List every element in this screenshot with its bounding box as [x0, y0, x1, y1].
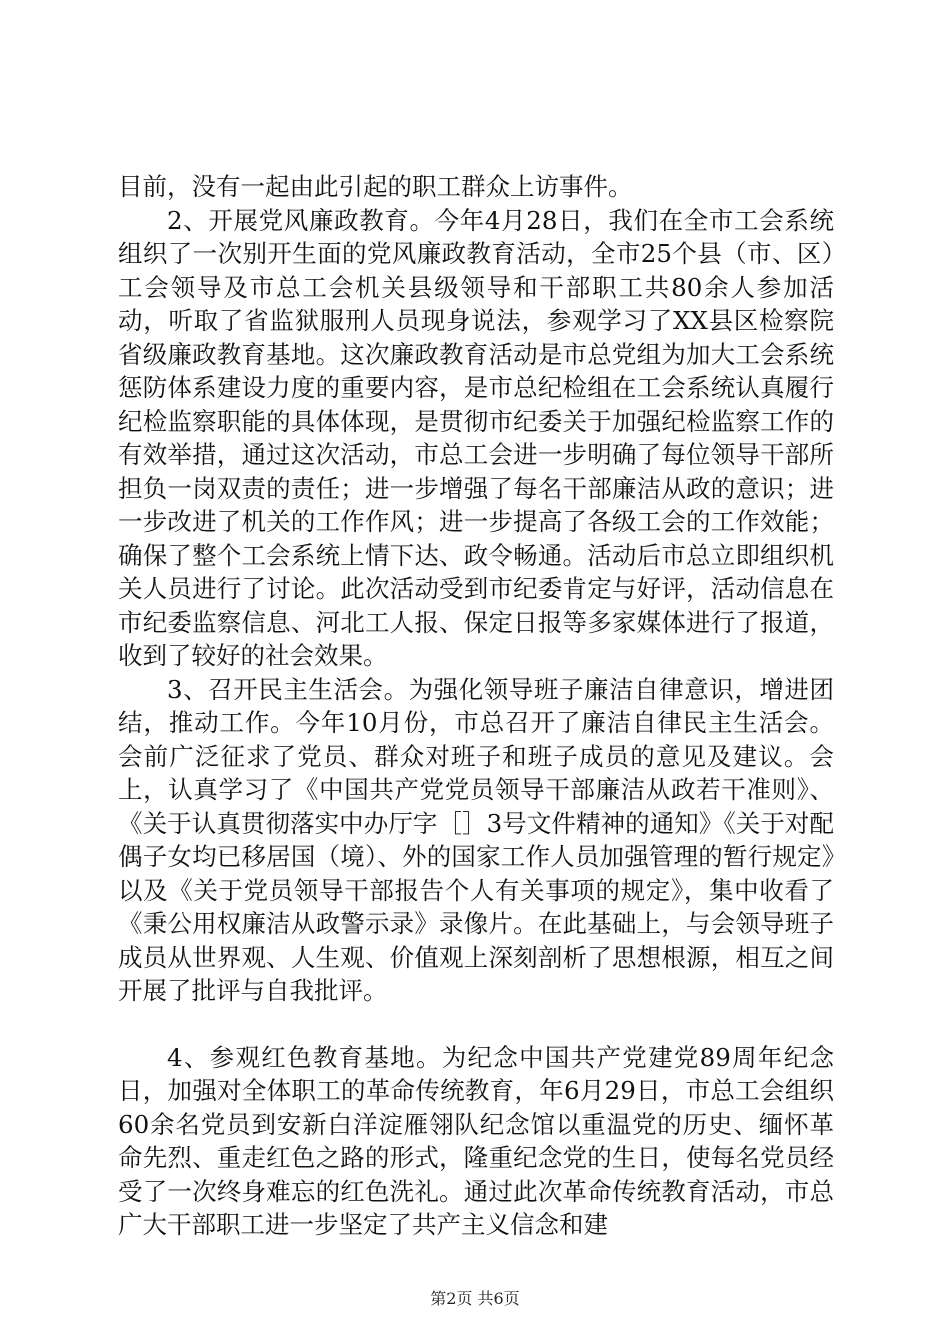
paragraph-item-4: 4、参观红色教育基地。为纪念中国共产党建党89周年纪念日，加强对全体职工的革命传统教育，年6月29日，市总工会组织60余名党员到安新白洋淀雁翎队纪念馆以重温党的历史、缅怀革命先烈、重走红色之路的形式，隆重纪念党的生日，使每名党员经受了一次终身难忘的红色洗礼。通过此次革命传统教育活动，市总广大干部职工进一步坚定了共产主义信念和建: [118, 1042, 834, 1239]
paragraph-item-2: 2、开展党风廉政教育。今年4月28日，我们在全市工会系统组织了一次别开生面的党风廉政教育活动，全市25个县（市、区）工会领导及市总工会机关县级领导和干部职工共80余人参加活动，听取了省监狱服刑人员现身说法，参观学习了XX县区检察院省级廉政教育基地。这次廉政教育活动是市总党组为加大工会系统惩防体系建设力度的重要内容，是市总纪检组在工会系统认真履行纪检监察职能的具体体现，是贯彻市纪委关于加强纪检监察工作的有效举措，通过这次活动，市总工会进一步明确了每位领导干部所担负一岗双责的责任；进一步增强了每名干部廉洁从政的意识；进一步改进了机关的工作作风；进一步提高了各级工会的工作效能；确保了整个工会系统上情下达、政令畅通。活动后市总立即组织机关人员进行了讨论。此次活动受到市纪委肯定与好评，活动信息在市纪委监察信息、河北工人报、保定日报等多家媒体进行了报道，收到了较好的社会效果。: [118, 205, 834, 670]
page-number-footer: 第2页 共6页: [430, 1289, 520, 1308]
document-body: [118, 170, 834, 1242]
paragraph-item-3: 3、召开民主生活会。为强化领导班子廉洁自律意识，增进团结，推动工作。今年10月份，市总召开了廉洁自律民主生活会。会前广泛征求了党员、群众对班子和班子成员的意见及建议。会上，认真学习了《中国共产党党员领导干部廉洁从政若干准则》、《关于认真贯彻落实中办厅字［］3号文件精神的通知》《关于对配偶子女均已移居国（境）、外的国家工作人员加强管理的暂行规定》以及《关于党员领导干部报告个人有关事项的规定》，集中收看了《秉公用权廉洁从政警示录》录像片。在此基础上，与会领导班子成员从世界观、人生观、价值观上深刻剖析了思想根源，相互之间开展了批评与自我批评。: [118, 674, 834, 1005]
paragraph-continuation: 目前，没有一起由此引起的职工群众上访事件。: [118, 172, 633, 201]
